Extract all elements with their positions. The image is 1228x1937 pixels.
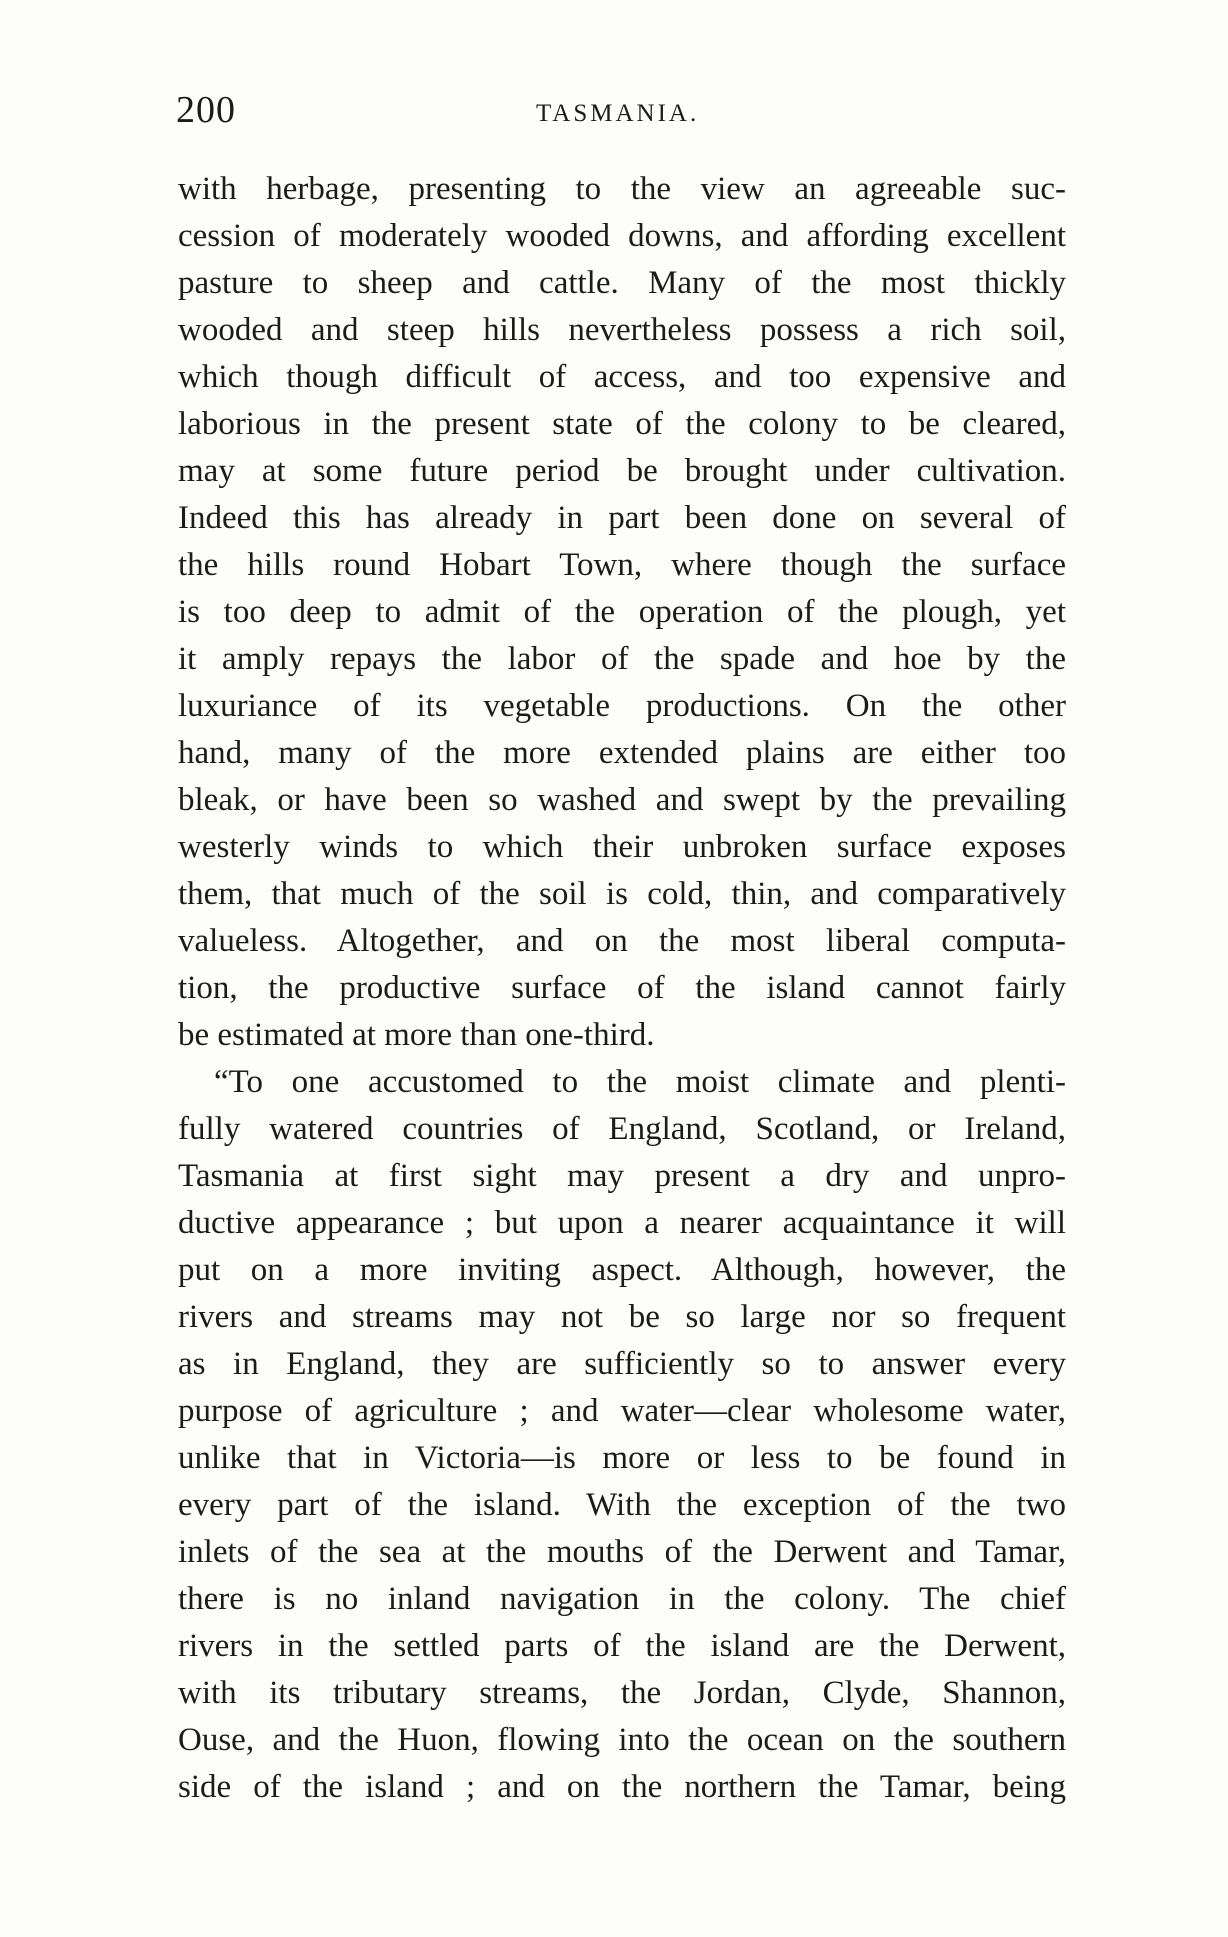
text-line: bleak, or have been so washed and swept by the prevailing (178, 782, 1066, 818)
paragraph-2 (178, 1059, 1066, 1811)
text-line: the hills round Hobart Town, where though the surface (178, 547, 1066, 583)
text-line: valueless. Altogether, and on the most liberal computa- (178, 923, 1066, 959)
text-line: Tasmania at first sight may present a dry and unpro- (178, 1158, 1066, 1194)
text-line: rivers and streams may not be so large nor so frequent (178, 1299, 1066, 1335)
text-line: cession of moderately wooded downs, and affording excellent (178, 218, 1066, 254)
text-line: ductive appearance ; but upon a nearer acquaintance it will (178, 1205, 1066, 1241)
text-line: there is no inland navigation in the colony. The chief (178, 1581, 1066, 1617)
text-line: Ouse, and the Huon, flowing into the ocean on the southern (178, 1722, 1066, 1758)
page-header (176, 88, 1066, 148)
text-line: westerly winds to which their unbroken surface exposes (178, 829, 1066, 865)
running-title: TASMANIA. (536, 100, 700, 127)
text-line: unlike that in Victoria—is more or less to be found in (178, 1440, 1066, 1476)
text-line: rivers in the settled parts of the island are the Derwent, (178, 1628, 1066, 1664)
text-line: luxuriance of its vegetable productions. On the other (178, 688, 1066, 724)
body-text (178, 166, 1066, 1811)
text-line: them, that much of the soil is cold, thin, and comparatively (178, 876, 1066, 912)
text-line: “To one accustomed to the moist climate and plenti- (214, 1064, 1066, 1100)
text-line: as in England, they are sufficiently so to answer every (178, 1346, 1066, 1382)
text-line: inlets of the sea at the mouths of the Derwent and Tamar, (178, 1534, 1066, 1570)
text-line: it amply repays the labor of the spade and hoe by the (178, 641, 1066, 677)
text-line: put on a more inviting aspect. Although, however, the (178, 1252, 1066, 1288)
text-line: with its tributary streams, the Jordan, Clyde, Shannon, (178, 1675, 1066, 1711)
text-line: may at some future period be brought under cultivation. (178, 453, 1066, 489)
page-number: 200 (176, 89, 236, 131)
text-line: be estimated at more than one-third. (178, 1017, 655, 1053)
text-line: which though difficult of access, and too expensive and (178, 359, 1066, 395)
text-line: side of the island ; and on the northern the Tamar, being (178, 1769, 1066, 1805)
text-line: pasture to sheep and cattle. Many of the most thickly (178, 265, 1066, 301)
text-line: tion, the productive surface of the island cannot fairly (178, 970, 1066, 1006)
text-line: Indeed this has already in part been done on several of (178, 500, 1066, 536)
paragraph-1 (178, 166, 1066, 1059)
text-line: with herbage, presenting to the view an agreeable suc- (178, 171, 1066, 207)
text-line: laborious in the present state of the colony to be cleared, (178, 406, 1066, 442)
text-line: purpose of agriculture ; and water—clear wholesome water, (178, 1393, 1066, 1429)
text-line: hand, many of the more extended plains are either too (178, 735, 1066, 771)
text-line: fully watered countries of England, Scotland, or Ireland, (178, 1111, 1066, 1147)
text-line: wooded and steep hills nevertheless possess a rich soil, (178, 312, 1066, 348)
text-line: is too deep to admit of the operation of the plough, yet (178, 594, 1066, 630)
text-line: every part of the island. With the exception of the two (178, 1487, 1066, 1523)
